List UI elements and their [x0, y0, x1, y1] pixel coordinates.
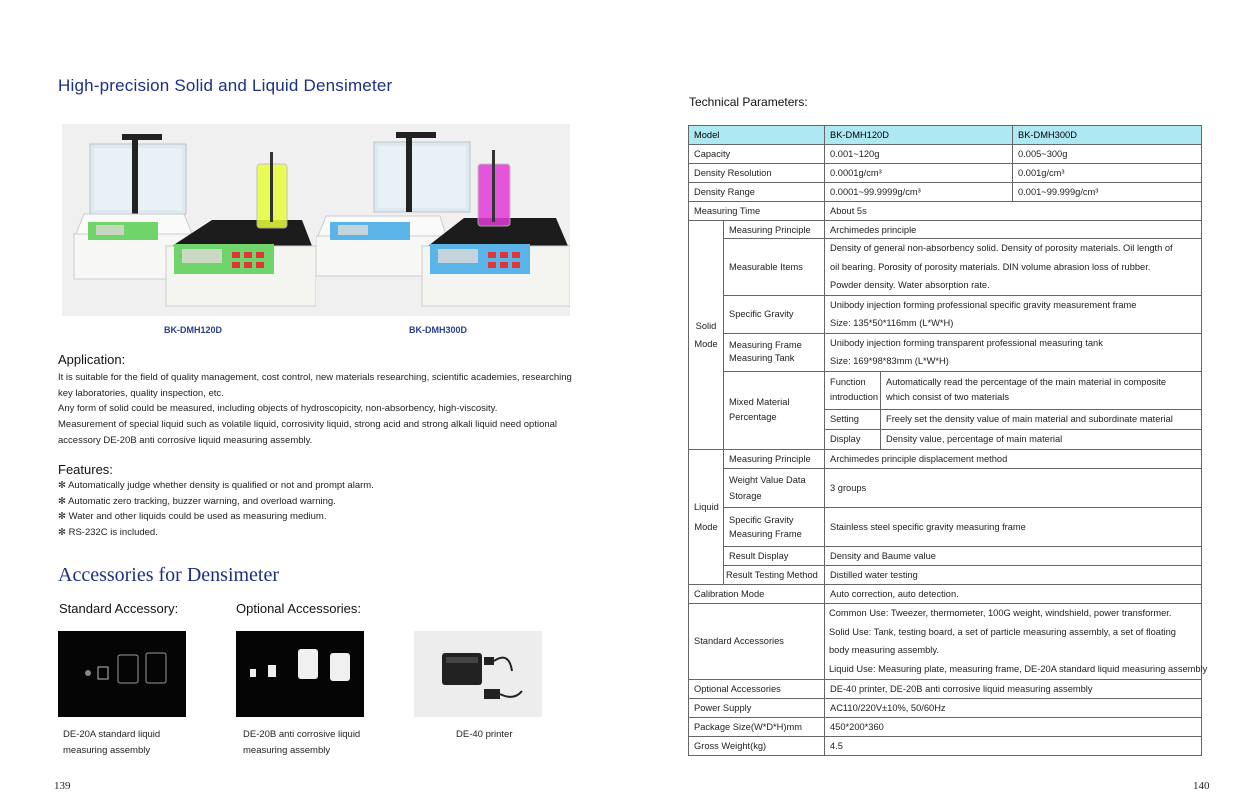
product-image-bk-dmh120d: [62, 124, 316, 316]
table-cell: [724, 333, 825, 371]
table-cell: 450*200*360: [825, 717, 1202, 736]
product-caption: BK-DMH120D: [164, 325, 223, 335]
application-heading: Application:: [58, 352, 126, 367]
table-cell: Calibration Mode: [689, 584, 825, 603]
densimeter-illustration: [316, 124, 570, 316]
table-row: [689, 221, 1202, 239]
optional-accessories-heading: Optional Accessories:: [236, 601, 362, 616]
cell-line: Liquid: [694, 501, 719, 512]
technical-parameters-heading: Technical Parameters:: [689, 95, 808, 109]
table-cell: Result Display: [724, 546, 825, 565]
table-row: [689, 239, 1202, 296]
cell-line: Powder density. Water absorption rate.: [830, 280, 990, 290]
cell-line: Mixed Material: [729, 397, 790, 407]
table-cell: Measurable Items: [724, 239, 825, 296]
table-cell: Auto correction, auto detection.: [825, 584, 1202, 603]
table-cell: 0.005~300g: [1013, 145, 1202, 164]
table-row: [689, 164, 1202, 183]
table-cell: [724, 507, 825, 546]
table-cell: Measuring Time: [689, 202, 825, 221]
table-row: [689, 371, 1202, 409]
table-cell: Archimedes principle: [825, 221, 1202, 239]
application-line: It is suitable for the field of quality management, cost control, new materials researching, scientific academies, researching: [58, 372, 572, 383]
table-cell: [724, 468, 825, 507]
table-row: [689, 698, 1202, 717]
caption-line: DE-20B anti corrosive liquid: [243, 729, 361, 740]
table-cell: Power Supply: [689, 698, 825, 717]
accessories-title: Accessories for Densimeter: [58, 564, 280, 586]
accessory-image-de-20a: [58, 631, 186, 717]
table-row: [689, 183, 1202, 202]
table-cell: Freely set the density value of main material and subordinate material: [881, 409, 1202, 429]
table-cell: Setting: [825, 409, 881, 429]
table-row: [689, 145, 1202, 164]
table-row: [689, 507, 1202, 546]
table-row: [689, 126, 1202, 145]
table-row: [689, 584, 1202, 603]
cell-line: Liquid Use: Measuring plate, measuring frame, DE-20A standard liquid measuring assembly: [829, 663, 1208, 674]
table-row: [689, 202, 1202, 221]
table-cell: Density Resolution: [689, 164, 825, 183]
table-cell: Density Range: [689, 183, 825, 202]
page-number-right: 140: [1193, 780, 1210, 792]
cell-line: Size: 169*98*83mm (L*W*H): [830, 356, 949, 366]
cell-line: Specific Gravity: [729, 514, 794, 525]
technical-parameters-table: [688, 125, 1208, 756]
standard-accessory-heading: Standard Accessory:: [59, 601, 179, 616]
cell-line: Unibody injection forming professional specific gravity measurement frame: [830, 299, 1137, 310]
table-cell: Measuring Principle: [724, 221, 825, 239]
application-line: Measurement of special liquid such as volatile liquid, corrosivity liquid, strong acid and strong alkali liquid need optional: [58, 419, 558, 431]
table-row: [689, 603, 1202, 679]
glassware-icon: [58, 631, 186, 717]
table-row: [689, 295, 1202, 333]
accessory-caption: [243, 727, 360, 759]
table-cell: [724, 371, 825, 449]
table-cell: Distilled water testing: [825, 565, 1202, 584]
cell-line: Density of general non-absorbency solid. Density of porosity materials. Oil length of: [830, 243, 1173, 253]
product-image-bk-dmh300d: [316, 124, 570, 316]
cell-line: body measuring assembly.: [829, 645, 939, 655]
table-row: [689, 333, 1202, 371]
cell-line: Size: 135*50*116mm (L*W*H): [830, 318, 954, 328]
page-number-left: 139: [54, 780, 71, 792]
table-cell: About 5s: [825, 202, 1202, 221]
table-cell: Optional Accessories: [689, 679, 825, 698]
table-cell: Stainless steel specific gravity measuring frame: [825, 507, 1202, 546]
table-cell: [825, 333, 1202, 371]
cell-line: Weight Value Data: [729, 474, 806, 485]
cell-line: Storage: [729, 490, 762, 501]
table-cell: 0.001~99.999g/cm³: [1013, 183, 1202, 202]
table-row: [689, 717, 1202, 736]
table-row: [689, 546, 1202, 565]
table-cell: [825, 295, 1202, 333]
features-list: [58, 478, 578, 541]
cell-line: Measuring Frame: [729, 528, 802, 539]
accessory-caption: [63, 727, 160, 759]
table-cell: BK-DMH120D: [825, 126, 1013, 145]
application-line: Any form of solid could be measured, including objects of hydroscopicity, non-absorbency, high-viscosity.: [58, 403, 498, 415]
table-row: [689, 449, 1202, 468]
table-cell: Package Size(W*D*H)mm: [689, 717, 825, 736]
feature-item: ✻ RS-232C is included.: [58, 527, 158, 539]
table-cell: 3 groups: [825, 468, 1202, 507]
feature-item: ✻ Water and other liquids could be used as measuring medium.: [58, 511, 327, 523]
features-heading: Features:: [58, 462, 113, 477]
table-cell: [825, 603, 1208, 679]
table-cell: Model: [689, 126, 825, 145]
table-cell: AC110/220V±10%, 50/60Hz: [825, 698, 1202, 717]
table-cell: [825, 371, 881, 409]
table-row: [689, 679, 1202, 698]
application-line: key laboratories, quality inspection, etc.: [58, 387, 224, 399]
table-cell: Density value, percentage of main material: [881, 429, 1202, 449]
table-cell: 0.0001~99.9999g/cm³: [825, 183, 1013, 202]
accessory-image-de-20b: [236, 631, 364, 717]
table-cell: DE-40 printer, DE-20B anti corrosive liquid measuring assembly: [825, 679, 1202, 698]
cell-line: introduction: [830, 392, 879, 402]
table-cell: Display: [825, 429, 881, 449]
printer-icon: [414, 631, 542, 717]
liquid-mode-cell: [689, 449, 724, 584]
page-title: High-precision Solid and Liquid Densimeter: [58, 76, 393, 95]
cell-line: Measuring Frame: [729, 340, 802, 350]
table-cell: Specific Gravity: [724, 295, 825, 333]
table-cell: 0.001g/cm³: [1013, 164, 1202, 183]
table-cell: Measuring Principle: [724, 449, 825, 468]
densimeter-illustration: [62, 124, 316, 316]
cell-line: Function: [830, 377, 866, 387]
accessory-image-de-40: [414, 631, 542, 717]
cell-line: Unibody injection forming transparent professional measuring tank: [830, 337, 1103, 348]
cell-line: Mode: [694, 521, 718, 532]
table-cell: Density and Baume value: [825, 546, 1202, 565]
table-row: [689, 565, 1202, 584]
accessory-caption: [456, 727, 513, 743]
table-cell: Result Testing Method: [724, 565, 825, 584]
application-text: [58, 370, 578, 449]
solid-mode-cell: [689, 221, 724, 450]
table-cell: 0.001~120g: [825, 145, 1013, 164]
feature-item: ✻ Automatic zero tracking, buzzer warning, and overload warning.: [58, 495, 336, 507]
table-cell: Capacity: [689, 145, 825, 164]
caption-line: measuring assembly: [63, 745, 151, 756]
application-line: accessory DE-20B anti corrosive liquid measuring assembly.: [58, 434, 313, 446]
table-cell: Standard Accessories: [689, 603, 825, 679]
cell-line: Mode: [694, 338, 718, 349]
caption-line: measuring assembly: [243, 745, 331, 756]
ptfe-parts-icon: [236, 631, 364, 717]
cell-line: Measuring Tank: [729, 353, 795, 363]
feature-item: ✻ Automatically judge whether density is qualified or not and prompt alarm.: [58, 480, 374, 491]
table-row: [689, 468, 1202, 507]
cell-line: Percentage: [729, 412, 777, 422]
cell-line: Solid: [695, 320, 717, 331]
table-cell: BK-DMH300D: [1013, 126, 1202, 145]
table-cell: 4.5: [825, 736, 1202, 755]
table-cell: Archimedes principle displacement method: [825, 449, 1202, 468]
table-cell: [881, 371, 1202, 409]
product-caption: BK-DMH300D: [409, 325, 468, 335]
table-cell: 0.0001g/cm³: [825, 164, 1013, 183]
table-cell: [825, 239, 1202, 296]
cell-line: which consist of two materials: [886, 392, 1009, 402]
cell-line: Automatically read the percentage of the main material in composite: [886, 377, 1167, 387]
caption-line: DE-20A standard liquid: [63, 729, 161, 740]
cell-line: Common Use: Tweezer, thermometer, 100G weight, windshield, power transformer.: [829, 608, 1172, 618]
cell-line: Solid Use: Tank, testing board, a set of particle measuring assembly, a set of floating: [829, 626, 1176, 637]
caption-line: DE-40 printer: [456, 729, 513, 740]
table-row: [689, 736, 1202, 755]
table-cell: Gross Weight(kg): [689, 736, 825, 755]
cell-line: oil bearing. Porosity of porosity materials. DIN volume abrasion loss of rubber.: [830, 261, 1151, 272]
